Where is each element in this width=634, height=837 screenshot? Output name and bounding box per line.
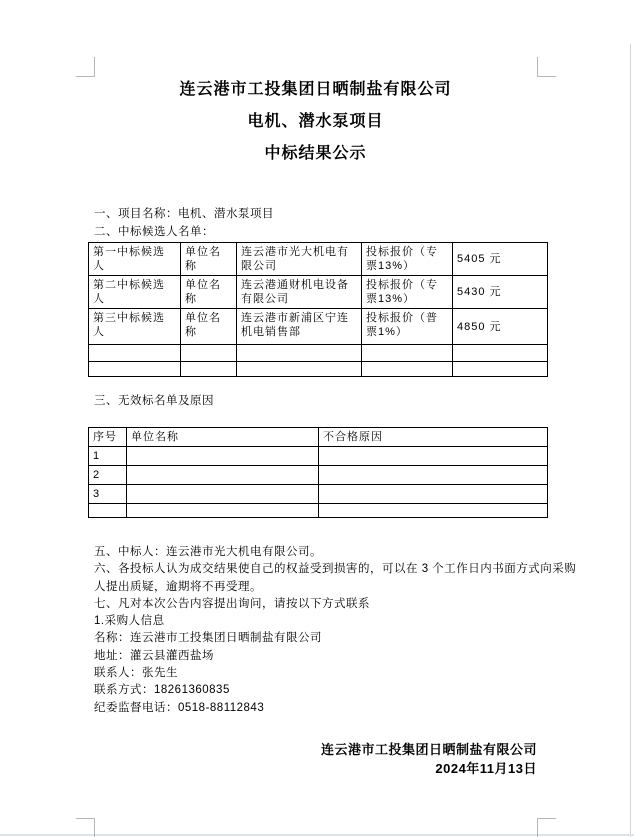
table-header-row [89, 428, 548, 447]
unit-cell [127, 485, 319, 504]
intro-section [94, 205, 554, 241]
signature-block [94, 741, 537, 778]
item-project-name: 一、项目名称：电机、潜水泵项目 [94, 208, 274, 220]
empty-cell [181, 362, 237, 377]
table-row [89, 447, 548, 466]
empty-cell [89, 345, 181, 362]
column-header-unit: 单位名称 [127, 428, 319, 447]
unit-name-label: 单位名称 [181, 309, 237, 345]
bid-price-label: 投标报价（普票1%） [362, 309, 453, 345]
unit-cell [127, 466, 319, 485]
purchaser-address: 地址：灌云县灌西盐场 [94, 649, 214, 662]
purchaser-info-heading: 1.采购人信息 [94, 615, 165, 628]
invalid-bids-heading [94, 392, 554, 410]
winner-line: 五、中标人：连云港市光大机电有限公司。 [94, 546, 322, 558]
item-candidates-heading: 二、中标候选人名单： [94, 226, 214, 238]
contact-phone: 联系方式：18261360835 [94, 684, 230, 697]
candidate-company: 连云港市新浦区宁连机电销售部 [237, 309, 362, 345]
table-row [89, 362, 548, 377]
objection-line-1: 六、各投标人认为成交结果使自己的权益受到损害的，可以在 3 个工作日内书面方式向采购 [94, 563, 577, 576]
title-company: 连云港市工投集团日晒制盐有限公司 [179, 81, 452, 98]
candidate-rank: 第三中标候选人 [89, 309, 181, 345]
unit-cell [127, 504, 319, 518]
invalid-bids-heading-text: 三、无效标名单及原因 [94, 395, 214, 407]
unit-name-label: 单位名称 [181, 276, 237, 309]
margin-mark-top-left-icon [76, 57, 95, 77]
seq-cell: 3 [89, 485, 127, 504]
empty-cell [89, 362, 181, 377]
margin-mark-top-right-icon [537, 57, 556, 77]
empty-cell [362, 345, 453, 362]
bid-price-value: 5405 元 [453, 243, 548, 276]
seq-cell [89, 504, 127, 518]
table-row [89, 276, 548, 309]
empty-cell [237, 345, 362, 362]
margin-mark-bottom-right-icon [537, 818, 556, 837]
objection-line-2: 人提出质疑，逾期将不再受理。 [94, 580, 262, 593]
seq-cell: 1 [89, 447, 127, 466]
reason-cell [319, 485, 548, 504]
column-header-seq: 序号 [89, 428, 127, 447]
table-row [89, 309, 548, 345]
seq-cell: 2 [89, 466, 127, 485]
inquiry-line: 七、凡对本次公告内容提出询问，请按以下方式联系 [94, 597, 370, 610]
purchaser-name: 名称：连云港市工投集团日晒制盐有限公司 [94, 632, 322, 645]
page-right-edge [630, 44, 631, 837]
margin-mark-bottom-left-icon [76, 818, 95, 837]
table-row [89, 345, 548, 362]
bid-price-label: 投标报价（专票13%） [362, 276, 453, 309]
title-announcement-type: 中标结果公示 [264, 145, 367, 162]
contact-person: 联系人：张先生 [94, 667, 178, 680]
empty-cell [453, 345, 548, 362]
reason-cell [319, 504, 548, 518]
unit-cell [127, 447, 319, 466]
reason-cell [319, 447, 548, 466]
candidates-table [88, 242, 548, 377]
empty-cell [362, 362, 453, 377]
candidate-rank: 第一中标候选人 [89, 243, 181, 276]
empty-cell [453, 362, 548, 377]
candidate-company: 连云港市光大机电有限公司 [237, 243, 362, 276]
table-row [89, 485, 548, 504]
empty-cell [237, 362, 362, 377]
bid-price-value: 4850 元 [453, 309, 548, 345]
supervision-phone: 纪委监督电话：0518-88112843 [94, 701, 265, 714]
reason-cell [319, 466, 548, 485]
candidate-company: 连云港通财机电设备有限公司 [237, 276, 362, 309]
invalid-bids-table [88, 427, 548, 518]
unit-name-label: 单位名称 [181, 243, 237, 276]
candidate-rank: 第二中标候选人 [89, 276, 181, 309]
empty-cell [181, 345, 237, 362]
signature-date: 2024年11月13日 [435, 760, 537, 776]
notice-text-section [94, 544, 577, 717]
table-row [89, 466, 548, 485]
table-row [89, 243, 548, 276]
bid-price-label: 投标报价（专票13%） [362, 243, 453, 276]
signature-company: 连云港市工投集团日晒制盐有限公司 [320, 742, 537, 757]
bid-price-value: 5430 元 [453, 276, 548, 309]
table-row [89, 504, 548, 518]
title-project: 电机、潜水泵项目 [247, 113, 384, 130]
column-header-reason: 不合格原因 [319, 428, 548, 447]
